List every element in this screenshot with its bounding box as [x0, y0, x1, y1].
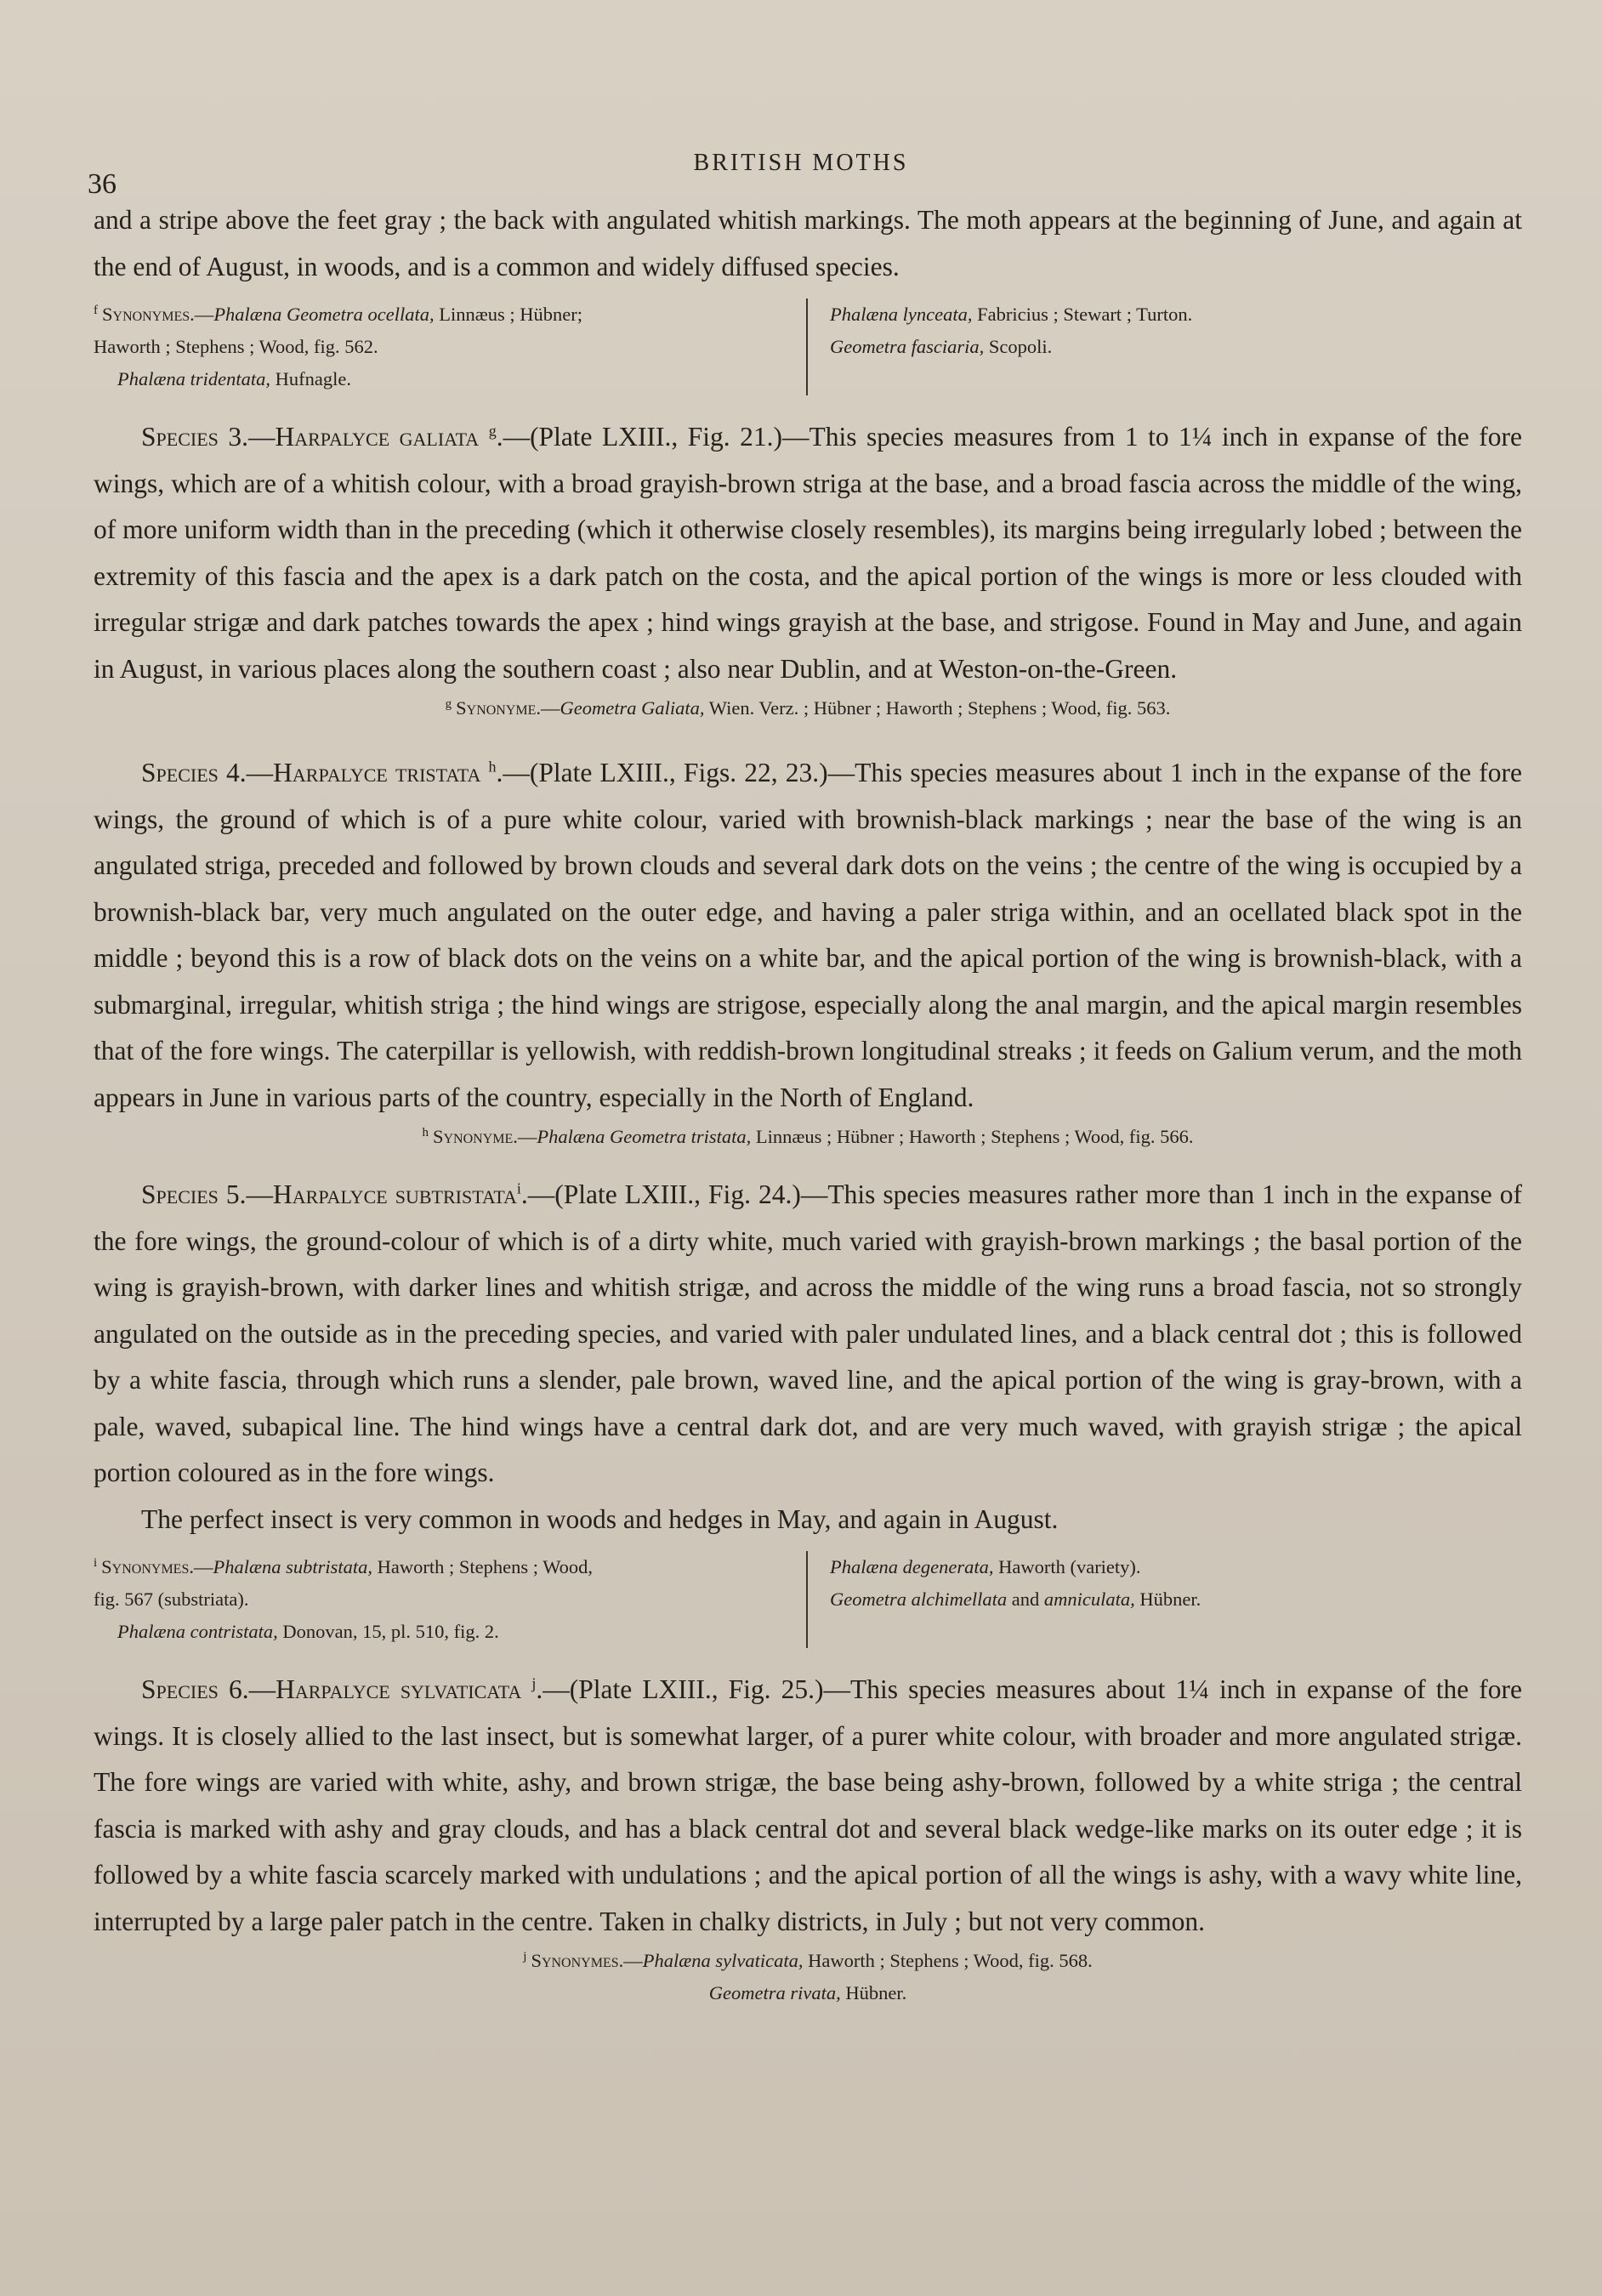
species-description: .—(Plate LXIII., Fig. 25.)—This species measures about 1¼ inch in expanse of the fore wings. It is closely allied to the last insect, but is somewhat larger, of a purer white colour, with broader and more angulated strigæ. The fore wings are varied with white, ashy, and brown strigæ, the base being ashy-brown, followed by a white striga ; the central fascia is marked with ashy and gray clouds, and has a black central dot and several black wedge-like marks on its outer edge ; it is followed by a white fascia scarcely marked with undulations ; and the apical portion of all the wings is ashy, with a wavy white line, interrupted by a large paler patch in the centre. Taken in chalky districts, in July ; but not very common.: [94, 1674, 1522, 1936]
footnote-mark: g: [445, 696, 452, 711]
synonym-authors: Hübner.: [840, 1982, 907, 2003]
synonyms-i-line: [94, 1616, 791, 1648]
species-6-paragraph: [94, 1667, 1522, 1945]
species-name: Harpalyce sylvaticata: [276, 1674, 522, 1704]
synonym-authors: Haworth ; Stephens ; Wood,: [372, 1556, 594, 1577]
footnote-mark: h: [422, 1125, 429, 1139]
synonyms-f-line: [94, 363, 791, 395]
footnote-ref: i: [516, 1179, 521, 1197]
synonyms-i: [94, 1551, 1522, 1648]
synonyms-label: Synonymes.—: [531, 1950, 643, 1971]
species-4-synonyme: [94, 1121, 1522, 1153]
synonym-authors: Hübner.: [1134, 1588, 1202, 1610]
footnote-ref: j: [531, 1674, 537, 1692]
species-5-habitat: The perfect insect is very common in woods and hedges in May, and again in August.: [141, 1503, 1059, 1534]
synonyms-i-line: [830, 1583, 1201, 1616]
synonyms-label: Synonymes.—: [102, 304, 214, 325]
synonym-name: Geometra fasciaria,: [830, 336, 985, 357]
synonym-name: Phalæna sylvaticata,: [642, 1950, 804, 1971]
synonyms-label: Synonyme.—: [456, 697, 560, 719]
synonym-authors: Haworth (variety).: [993, 1556, 1141, 1577]
synonyms-f-line: [830, 331, 1192, 363]
synonym-authors: Linnæus ; Hübner;: [434, 304, 583, 325]
synonym-name: Geometra Galiata,: [560, 697, 705, 719]
synonym-name: Phalæna subtristata,: [213, 1556, 373, 1577]
species-label: Species 4.—: [141, 758, 274, 787]
synonym-authors: Haworth ; Stephens ; Wood, fig. 568.: [803, 1950, 1093, 1971]
species-3-synonyme: [94, 692, 1522, 725]
synonym-name: Phalæna Geometra ocellata,: [213, 304, 435, 325]
synonym-authors: Linnæus ; Hübner ; Haworth ; Stephens ; Wood, fig. 566.: [751, 1126, 1194, 1147]
synonyms-i-left: [94, 1551, 806, 1648]
synonym-name: Phalæna lynceata,: [830, 304, 973, 325]
species-4-paragraph: [94, 750, 1522, 1121]
synonym-authors: Wien. Verz. ; Hübner ; Haworth ; Stephens ; Wood, fig. 563.: [704, 697, 1171, 719]
synonyms-f-left: [94, 298, 806, 395]
synonym-conjunction: and: [1007, 1588, 1044, 1610]
synonym-name: Phalæna tridentata,: [117, 368, 270, 389]
synonyms-f-right: [806, 298, 1192, 395]
synonym-authors: Scopoli.: [984, 336, 1053, 357]
intro-paragraph: and a stripe above the feet gray ; the back with angulated whitish markings. The moth appears at the beginning of June, and again at the end of August, in woods, and is a common and widely diffused species.: [94, 205, 1522, 281]
species-description: .—(Plate LXIII., Fig. 24.)—This species measures rather more than 1 inch in the expanse of the fore wings, the ground-colour of which is of a dirty white, much varied with grayish-brown markings ; the basal portion of the wing is grayish-brown, with darker lines and whitish strigæ, and across the middle of the wing runs a broad fascia, not so strongly angulated on the outside as in the preceding species, and varied with paler undulated lines, and a black central dot ; this is followed by a white fascia, through which runs a slender, pale brown, waved line, and the apical portion of the wing is gray-brown, with a pale, waved, subapical line. The hind wings have a central dark dot, and are very much waved, with grayish strigæ ; the apical portion coloured as in the fore wings.: [94, 1179, 1522, 1487]
synonyms-f-line: [830, 298, 1192, 331]
synonyms-i-line: [830, 1551, 1201, 1583]
synonym-name: Phalæna contristata,: [117, 1621, 278, 1642]
species-6-synonyme: [94, 1945, 1522, 1977]
species-name: Harpalyce tristata: [273, 758, 481, 787]
species-name: Harpalyce subtristata: [273, 1179, 517, 1209]
species-label: Species 5.—: [141, 1179, 274, 1209]
synonyms-i-line: [94, 1551, 791, 1583]
synonyms-label: Synonymes.—: [101, 1556, 213, 1577]
synonym-name: amniculata,: [1043, 1588, 1135, 1610]
synonyms-i-line: fig. 567 (substriata).: [94, 1588, 249, 1610]
synonym-authors: Hufnagle.: [270, 368, 351, 389]
running-title: BRITISH MOTHS: [693, 150, 909, 176]
synonym-name: Geometra rivata,: [708, 1982, 841, 2003]
species-6-synonyme-2: [94, 1977, 1522, 2009]
species-5-paragraph: [94, 1172, 1522, 1497]
synonym-name: Phalæna degenerata,: [830, 1556, 994, 1577]
footnote-ref: h: [488, 758, 497, 776]
footnote-mark: i: [94, 1555, 98, 1570]
species-label: Species 3.—: [141, 422, 276, 452]
synonyms-f-line: [94, 298, 791, 331]
synonyms-f: [94, 298, 1522, 395]
footnote-ref: g: [488, 422, 497, 440]
species-description: .—(Plate LXIII., Fig. 21.)—This species measures from 1 to 1¼ inch in expanse of the fore wings, which are of a whitish colour, with a broad grayish-brown striga at the base, and a broad fascia across the middle of the wing, of more uniform width than in the preceding (which it otherwise closely resembles), its margins being irregularly lobed ; between the extremity of this fascia and the apex is a dark patch on the costa, and the apical portion of the wings is more or less clouded with irregular strigæ and dark patches towards the apex ; hind wings grayish at the base, and strigose. Found in May and June, and again in August, in various places along the southern coast ; also near Dublin, and at Weston-on-the-Green.: [94, 422, 1522, 684]
species-3-paragraph: [94, 414, 1522, 692]
page-body: [94, 197, 1522, 2009]
footnote-mark: f: [94, 303, 98, 317]
species-name: Harpalyce galiata: [275, 422, 480, 452]
synonyms-i-right: [806, 1551, 1201, 1648]
synonym-name: Geometra alchimellata: [830, 1588, 1008, 1610]
synonym-authors: Donovan, 15, pl. 510, fig. 2.: [277, 1621, 499, 1642]
page-number: 36: [88, 168, 116, 200]
species-label: Species 6.—: [141, 1674, 276, 1704]
synonyms-label: Synonyme.—: [432, 1126, 537, 1147]
synonym-authors: Fabricius ; Stewart ; Turton.: [972, 304, 1193, 325]
synonyms-f-line: Haworth ; Stephens ; Wood, fig. 562.: [94, 336, 378, 357]
synonym-name: Phalæna Geometra tristata,: [537, 1126, 752, 1147]
footnote-mark: j: [523, 1949, 527, 1964]
species-description: .—(Plate LXIII., Figs. 22, 23.)—This species measures about 1 inch in the expanse of the fore wings, the ground of which is of a pure white colour, varied with brownish-black markings ; near the base of the wing is an angulated striga, preceded and followed by brown clouds and several dark dots on the veins ; the centre of the wing is occupied by a brownish-black bar, very much angulated on the outer edge, and having a paler striga within, and an ocellated black spot in the middle ; beyond this is a row of black dots on the veins on a white bar, and the apical portion of the wing is brownish-black, with a submarginal, irregular, whitish striga ; the hind wings are strigose, especially along the anal margin, and the apical margin resembles that of the fore wings. The caterpillar is yellowish, with reddish-brown longitudinal streaks ; it feeds on Galium verum, and the moth appears in June in various parts of the country, especially in the North of England.: [94, 758, 1522, 1112]
